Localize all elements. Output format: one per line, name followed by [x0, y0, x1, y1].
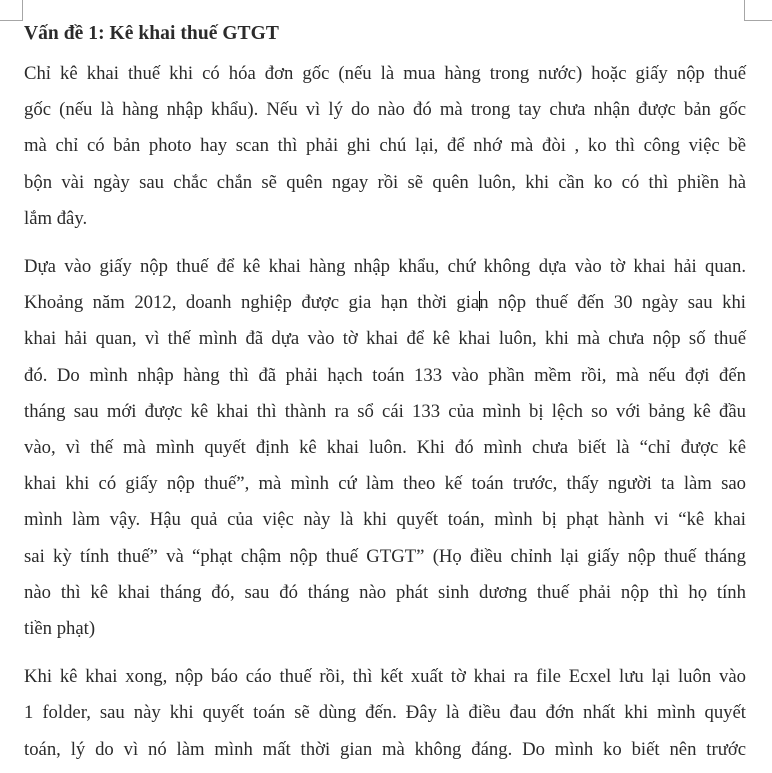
- text-line: lắm đây.: [24, 207, 88, 229]
- text-line-with-caret: [24, 285, 746, 321]
- text-line: tiền phạt): [24, 618, 96, 640]
- text-line: đó. Do mình nhập hàng thì đã phải hạch toán 133 vào phần mềm rồi, mà nếu đợi đến: [24, 364, 746, 386]
- paragraph-2[interactable]: [24, 249, 746, 647]
- text-line: mình làm vậy. Hậu quả của việc này là khi quyết toán, mình bị phạt hành vi “kê khai: [24, 509, 746, 531]
- text-line: toán, lý do vì nó làm mình mất thời gian mà không đáng. Do mình ko biết nên trước: [24, 738, 746, 760]
- text-line: khai hải quan, vì thế mình đã dựa vào tờ khai để kê khai luôn, khi mà chưa nộp số thuế: [24, 328, 746, 350]
- text-line: Dựa vào giấy nộp thuế để kê khai hàng nhập khẩu, chứ không dựa vào tờ khai hải quan.: [24, 256, 746, 278]
- text-line: mà chỉ có bản photo hay scan thì phải ghi chú lại, để nhớ mà đòi , ko thì công việc bề: [24, 135, 746, 157]
- text-before-caret: Khoảng năm 2012, doanh nghiệp được gia hạn thời gia: [24, 292, 480, 314]
- section-heading: Vấn đề 1: Kê khai thuế GTGT: [24, 23, 279, 44]
- text-line: Chỉ kê khai thuế khi có hóa đơn gốc (nếu là mua hàng trong nước) hoặc giấy nộp thuế: [24, 63, 746, 84]
- text-line: khai khi có giấy nộp thuế”, mà mình cứ làm theo kế toán trước, thấy người ta làm sao: [24, 473, 746, 495]
- paragraph-1[interactable]: [24, 56, 746, 237]
- document-page[interactable]: [24, 20, 746, 768]
- page-corner-mark-top-right: [744, 0, 772, 21]
- text-line: tháng sau mới được kê khai thì thành ra sổ cái 133 của mình bị lệch so với bảng kê đầu: [24, 400, 746, 422]
- text-line: Khi kê khai xong, nộp báo cáo thuế rồi, thì kết xuất tờ khai ra file Ecxel lưu lại luôn vào: [24, 666, 746, 688]
- text-line: sai kỳ tính thuế” và “phạt chậm nộp thuế GTGT” (Họ điều chỉnh lại giấy nộp thuế tháng: [24, 545, 746, 567]
- paragraph-3[interactable]: [24, 659, 746, 768]
- text-line: vào, vì thế mà mình quyết định kê khai luôn. Khi đó mình chưa biết là “chỉ được kê: [24, 437, 746, 459]
- text-line: gốc (nếu là hàng nhập khẩu). Nếu vì lý do nào đó mà trong tay chưa nhận được bản gốc: [24, 99, 746, 121]
- text-line: 1 folder, sau này khi quyết toán sẽ dùng đến. Đây là điều đau đớn nhất khi mình quyết: [24, 702, 746, 724]
- text-after-caret: n nộp thuế đến 30 ngày sau khi: [479, 292, 746, 314]
- text-line: bộn vài ngày sau chắc chắn sẽ quên ngay rồi sẽ quên luôn, khi cần ko có thì phiền hà: [24, 171, 746, 193]
- text-line: nào thì kê khai tháng đó, sau đó tháng nào phát sinh dương thuế phải nộp thì họ tính: [24, 581, 746, 603]
- page-corner-mark-top-left: [0, 0, 23, 21]
